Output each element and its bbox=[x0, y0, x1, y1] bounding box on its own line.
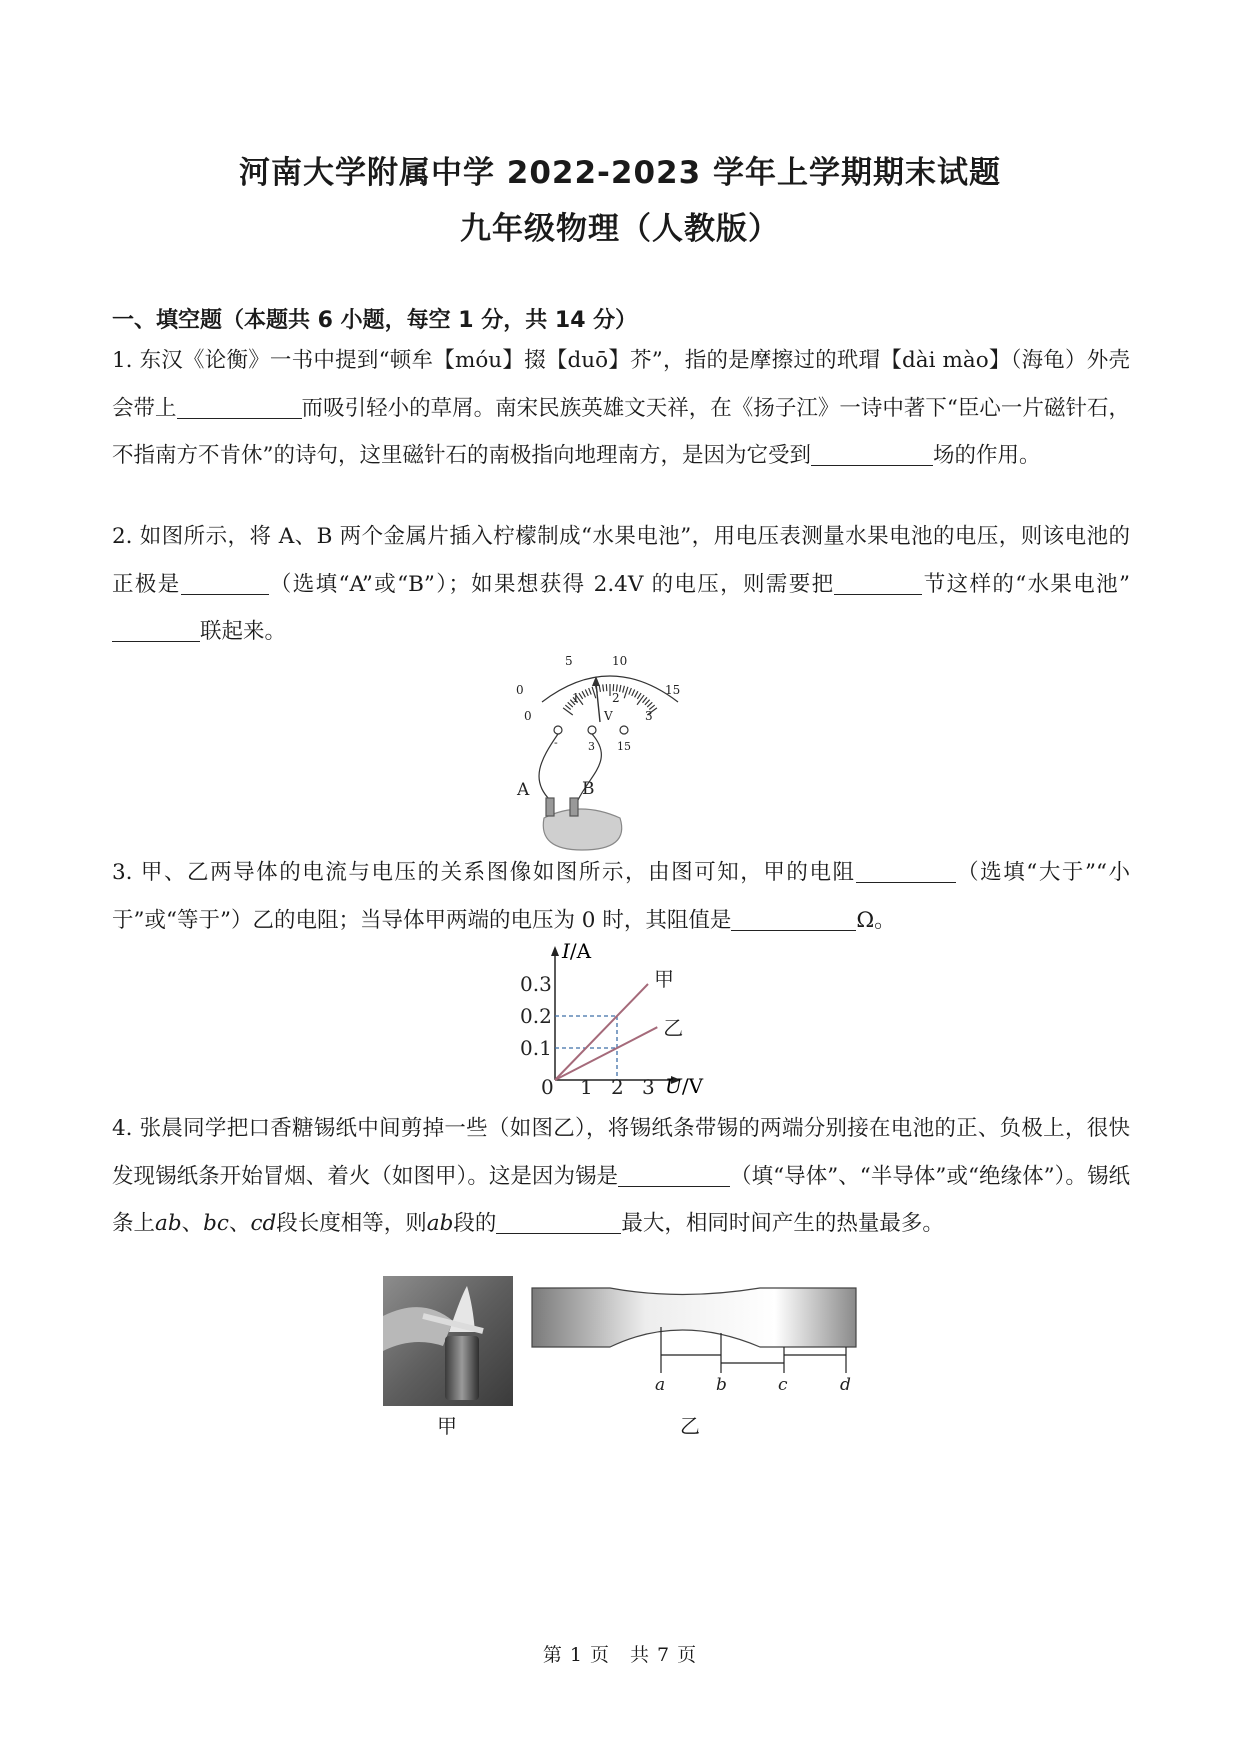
x-axis-label bbox=[665, 1074, 704, 1098]
scale-bottom-0: 0 bbox=[524, 709, 532, 723]
y-tick-1: 0.2 bbox=[520, 1004, 552, 1028]
terminal-label-15: 15 bbox=[617, 740, 631, 753]
y-axis-arrow bbox=[551, 946, 559, 956]
scale-top-5: 5 bbox=[565, 654, 573, 668]
battery bbox=[445, 1336, 479, 1400]
scale-tick bbox=[565, 705, 570, 709]
plate-label-a: A bbox=[517, 780, 530, 800]
section-heading: 一、填空题（本题共 6 小题，每空 1 分，共 14 分） bbox=[112, 308, 638, 333]
scale-bottom-2: 2 bbox=[612, 691, 620, 705]
terminal-negative bbox=[554, 726, 562, 734]
scale-tick bbox=[563, 708, 573, 715]
series-line-0 bbox=[555, 984, 648, 1080]
scale-tick bbox=[585, 690, 588, 696]
answer-blank bbox=[618, 1163, 730, 1187]
question-4 bbox=[112, 1105, 1130, 1248]
answer-blank bbox=[731, 907, 856, 931]
y-tick-2: 0.3 bbox=[520, 972, 552, 996]
series-label-1: 乙 bbox=[663, 1016, 684, 1041]
q4-text-b: （填“导体”、“半导体”或“绝缘体”）。锡纸条上 bbox=[112, 1163, 1130, 1236]
answer-blank bbox=[834, 571, 922, 595]
point-a: a bbox=[655, 1375, 666, 1395]
scale-bottom-3: 3 bbox=[645, 709, 653, 723]
current-voltage-chart bbox=[505, 939, 745, 1099]
x-axis-symbol: U bbox=[665, 1074, 682, 1098]
y-axis-label bbox=[561, 939, 592, 963]
foil-strip-diagram bbox=[530, 1283, 862, 1393]
scale-tick bbox=[637, 695, 644, 705]
y-axis-unit: /A bbox=[569, 939, 592, 963]
q3-text-a: 3. 甲、乙两导体的电流与电压的关系图像如图所示，由图可知，甲的电阻 bbox=[112, 860, 856, 885]
x-tick-1: 2 bbox=[611, 1075, 624, 1099]
point-c: c bbox=[778, 1375, 788, 1395]
scale-tick bbox=[635, 691, 638, 697]
point-d: d bbox=[840, 1375, 851, 1395]
q4-sep-2: 、 bbox=[228, 1211, 251, 1236]
q4-text-d: 段的 bbox=[453, 1211, 497, 1236]
scale-tick bbox=[645, 700, 650, 705]
point-b: b bbox=[716, 1375, 727, 1395]
scale-tick bbox=[620, 685, 621, 692]
scale-tick bbox=[624, 687, 628, 698]
answer-blank bbox=[856, 860, 956, 884]
page-footer: 第 1 页 共 7 页 bbox=[542, 1644, 698, 1666]
scale-tick bbox=[647, 702, 652, 707]
scale-tick bbox=[599, 685, 600, 692]
segment-ab-2: ab bbox=[426, 1211, 454, 1236]
q3-text-b: （选填“大于”“小于”或“等于”）乙的电阻；当导体甲两端的电压为 0 时，其阻值是 bbox=[112, 860, 1130, 933]
scale-top-0: 0 bbox=[516, 683, 524, 697]
q2-text-d: 联起来。 bbox=[200, 619, 287, 644]
page-title: 河南大学附属中学 2022-2023 学年上学期期末试题 bbox=[238, 155, 1001, 191]
lighter-photo bbox=[383, 1276, 513, 1406]
scale-bottom-1: 1 bbox=[572, 691, 580, 705]
scale-tick bbox=[637, 693, 641, 699]
voltmeter-unit: V bbox=[604, 709, 613, 723]
answer-blank bbox=[112, 619, 200, 643]
terminal-label-3: 3 bbox=[588, 740, 595, 753]
scale-tick bbox=[629, 688, 632, 695]
series-label-0: 甲 bbox=[654, 967, 674, 991]
scale-tick bbox=[632, 690, 635, 696]
page-subtitle: 九年级物理（人教版） bbox=[460, 211, 780, 247]
scale-tick bbox=[623, 686, 625, 693]
answer-blank bbox=[811, 443, 933, 467]
series-line-1 bbox=[555, 1027, 657, 1080]
plate-a bbox=[546, 798, 554, 816]
y-axis-symbol: I bbox=[562, 939, 570, 963]
segment-cd: cd bbox=[250, 1211, 277, 1236]
figure-caption-jia: 甲 bbox=[437, 1414, 457, 1438]
q3-text-c: Ω。 bbox=[856, 907, 896, 933]
scale-tick bbox=[603, 684, 604, 691]
lemon bbox=[543, 809, 621, 850]
segment-bc: bc bbox=[203, 1211, 229, 1236]
question-2 bbox=[112, 513, 1130, 656]
scale-top-15: 15 bbox=[665, 683, 681, 697]
x-tick-2: 3 bbox=[642, 1075, 655, 1099]
q1-text-c: 场的作用。 bbox=[933, 443, 1041, 468]
question-3 bbox=[112, 849, 1130, 944]
q2-text-b: （选填“A”或“B”）；如果想获得 2.4V 的电压，则需要把 bbox=[268, 571, 835, 597]
answer-blank bbox=[496, 1211, 621, 1235]
x-tick-0: 1 bbox=[580, 1075, 593, 1099]
q4-text-e: 最大，相同时间产生的热量最多。 bbox=[621, 1211, 944, 1236]
origin-label: 0 bbox=[541, 1075, 554, 1099]
terminal-3 bbox=[588, 726, 596, 734]
scale-tick bbox=[589, 688, 592, 695]
x-axis-unit: /V bbox=[681, 1074, 704, 1098]
scale-top-10: 10 bbox=[612, 654, 628, 668]
q1-text-b: 而吸引轻小的草屑。南宋民族英雄文天祥，在《扬子江》一诗中著下“臣心一片磁针石，不指南方不肯休”的诗句，这里磁针石的南极指向地理南方，是因为它受到 bbox=[112, 395, 1130, 468]
terminal-label-negative: - bbox=[554, 736, 558, 749]
q2-text-a: 2. 如图所示，将 A、B 两个金属片插入柠檬制成“水果电池”，用电压表测量水果电池的电压，则该电池的正极是 bbox=[112, 524, 1130, 597]
answer-blank bbox=[181, 571, 269, 595]
foil-shape bbox=[532, 1288, 856, 1347]
scale-tick bbox=[592, 687, 596, 698]
scale-tick bbox=[643, 697, 647, 702]
segment-ab: ab bbox=[155, 1211, 182, 1236]
figure-caption-yi: 乙 bbox=[680, 1414, 700, 1438]
q4-sep-1: 、 bbox=[181, 1211, 204, 1236]
question-1 bbox=[112, 337, 1130, 480]
q2-text-c: 节这样的“水果电池” bbox=[922, 571, 1130, 597]
q4-text-a: 4. 张晨同学把口香糖锡纸中间剪掉一些（如图乙），将锡纸条带锡的两端分别接在电池的正、负极上，很快发现锡纸条开始冒烟、着火（如图甲）。这是因为锡是 bbox=[112, 1116, 1130, 1189]
answer-blank bbox=[177, 395, 302, 419]
terminal-15 bbox=[620, 726, 628, 734]
fruit-battery-figure bbox=[516, 650, 720, 855]
plate-label-b: B bbox=[582, 779, 595, 799]
q1-text-a: 1. 东汉《论衡》一书中提到“顿牟【móu】掇【duō】芥”，指的是摩擦过的玳瑁【dài mào】（海龟）外壳会带上 bbox=[112, 348, 1130, 421]
q4-text-c: 段长度相等，则 bbox=[276, 1211, 427, 1236]
plate-b bbox=[570, 798, 578, 816]
y-tick-0: 0.1 bbox=[520, 1036, 552, 1060]
scale-tick bbox=[582, 691, 585, 697]
